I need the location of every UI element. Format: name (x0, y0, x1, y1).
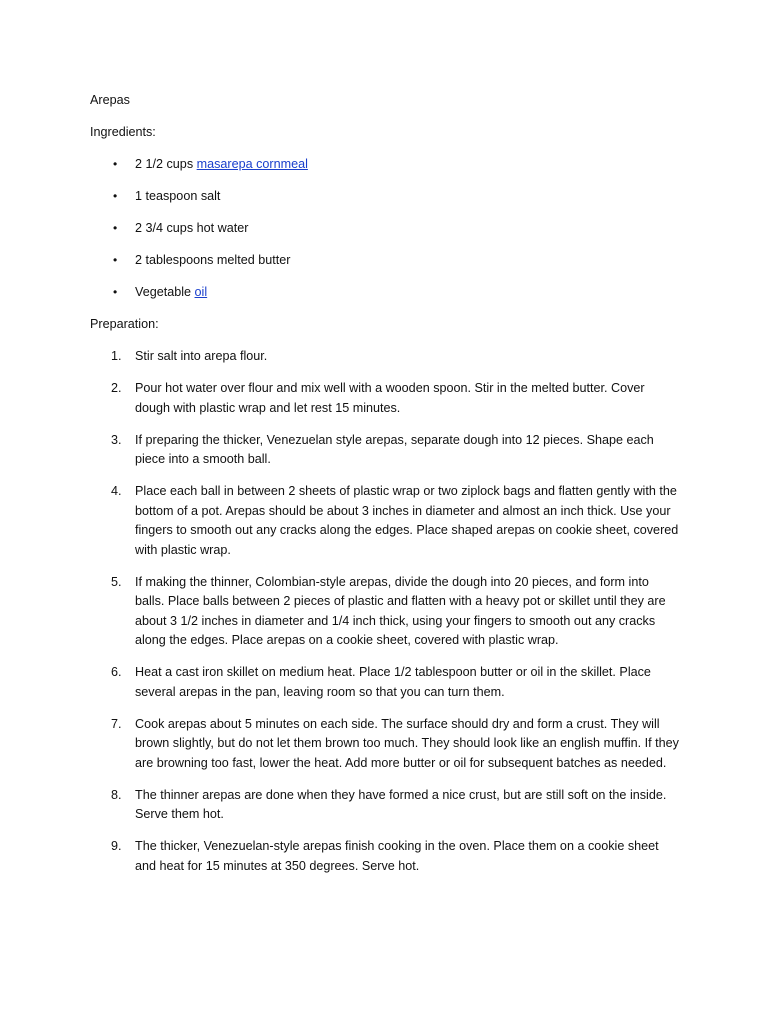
preparation-steps-list (90, 347, 680, 876)
document-body (90, 91, 680, 889)
ingredients-list (90, 155, 680, 303)
ingredient-text: 2 3/4 cups hot water (135, 221, 249, 235)
ingredient-text: 2 1/2 cups (135, 157, 197, 171)
step-number: 3. (111, 432, 122, 447)
step-text: The thicker, Venezuelan-style arepas finish cooking in the oven. Place them on a cookie sheet and heat for 15 minutes at 350 degrees. Serve hot. (135, 839, 659, 873)
step-text: Heat a cast iron skillet on medium heat. Place 1/2 tablespoon butter or oil in the skillet. Place several arepas in the pan, leaving room so that you can turn them. (135, 665, 651, 699)
masarepa-cornmeal-link[interactable]: masarepa cornmeal (196, 157, 308, 171)
oil-link[interactable]: oil (194, 285, 208, 299)
ingredient-text: Vegetable (135, 285, 195, 299)
ingredient-item (90, 187, 680, 207)
preparation-step (90, 786, 680, 825)
ingredient-text: 1 teaspoon salt (135, 189, 221, 203)
ingredient-item (90, 251, 680, 271)
step-number: 4. (111, 484, 122, 498)
ingredients-heading: Ingredients: (90, 125, 156, 139)
preparation-step (90, 573, 680, 651)
bullet-icon: • (113, 253, 118, 267)
step-text: If preparing the thicker, Venezuelan style arepas, separate dough into 12 pieces. Shape each piece into a smooth ball. (135, 432, 654, 466)
step-number: 8. (111, 787, 122, 802)
step-number: 6. (111, 665, 122, 679)
ingredient-item (90, 219, 680, 239)
bullet-icon: • (113, 221, 118, 235)
step-number: 2. (111, 381, 122, 395)
step-text: Cook arepas about 5 minutes on each side. The surface should dry and form a crust. They will brown slightly, but do not let them brown too much. They should look like an english muffin. If they are browning too fast, lower the heat. Add more butter or oil for subsequent batches as needed. (135, 716, 679, 770)
step-number: 1. (111, 349, 122, 363)
preparation-step (90, 837, 680, 876)
step-text: Stir salt into arepa flour. (135, 349, 268, 363)
step-text: The thinner arepas are done when they have formed a nice crust, but are still soft on the inside. Serve them hot. (135, 787, 667, 821)
step-text: Place each ball in between 2 sheets of plastic wrap or two ziplock bags and flatten gently with the bottom of a pot. Arepas should be about 3 inches in diameter and almost an inch thick. Use your fingers to smooth out any cracks along the edges. Place shaped arepas on cookie sheet, covered with plastic wrap. (135, 484, 679, 557)
bullet-icon: • (113, 189, 118, 203)
step-text: If making the thinner, Colombian-style arepas, divide the dough into 20 pieces, and form into balls. Place balls between 2 pieces of plastic and flatten with a heavy pot or skillet until they are about 3 1/2 inches in diameter and 1/4 inch thick, using your fingers to smooth out any cracks along the edges. Place arepas on a cookie sheet, covered with plastic wrap. (135, 574, 666, 647)
preparation-step (90, 431, 680, 470)
step-text: Pour hot water over flour and mix well with a wooden spoon. Stir in the melted butter. Cover dough with plastic wrap and let rest 15 minutes. (135, 381, 645, 415)
preparation-step (90, 482, 680, 560)
step-number: 7. (111, 716, 122, 731)
bullet-icon: • (113, 157, 118, 171)
ingredient-item (90, 283, 680, 303)
ingredient-item (90, 155, 680, 175)
step-number: 9. (111, 839, 122, 853)
preparation-step (90, 715, 680, 774)
preparation-step (90, 379, 680, 418)
step-number: 5. (111, 574, 122, 589)
recipe-title: Arepas (90, 93, 130, 107)
bullet-icon: • (113, 285, 118, 299)
preparation-step (90, 347, 680, 367)
ingredient-text: 2 tablespoons melted butter (135, 253, 291, 267)
preparation-step (90, 663, 680, 702)
preparation-heading: Preparation: (90, 317, 159, 331)
